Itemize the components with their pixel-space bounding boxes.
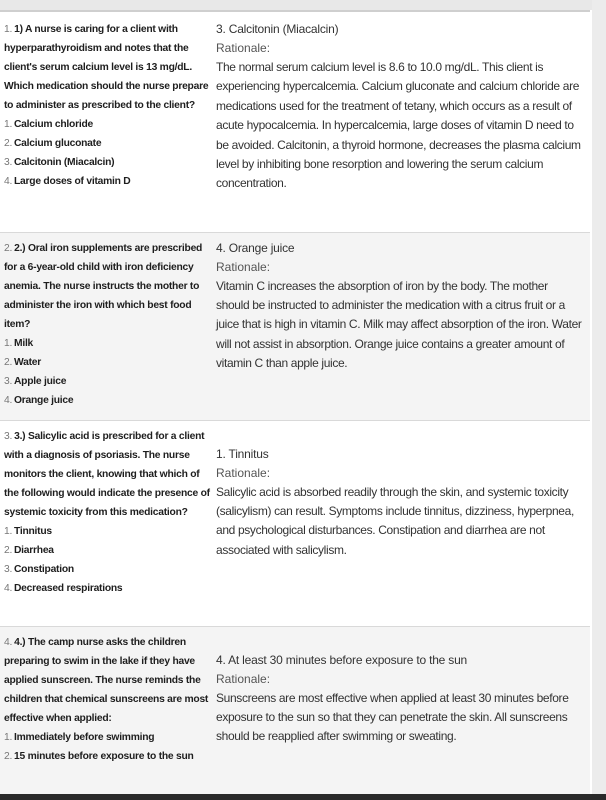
answer-text: 4. At least 30 minutes before exposure to the sun bbox=[216, 652, 468, 667]
option-text: Decreased respirations bbox=[14, 582, 123, 594]
option-item bbox=[4, 747, 210, 766]
option-text: Diarrhea bbox=[14, 544, 54, 556]
option-list bbox=[4, 115, 210, 191]
answer-cell bbox=[210, 626, 590, 796]
option-item bbox=[4, 115, 210, 134]
answer-cell bbox=[210, 14, 590, 232]
option-number: 3. bbox=[4, 157, 13, 168]
question-stem: 3.) Salicylic acid is prescribed for a client with a diagnosis of psoriasis. The nurse monitors the client, knowing that which of the following would indicate the presence of systemic toxicity from this medication? bbox=[4, 430, 210, 518]
page-right-margin bbox=[592, 0, 606, 800]
answer-text: 3. Calcitonin (Miacalcin) bbox=[216, 22, 339, 36]
option-item bbox=[4, 541, 210, 560]
option-number: 3. bbox=[4, 563, 13, 575]
question-stem: 1) A nurse is caring for a client with hyperparathyroidism and notes that the client's serum calcium level is 13 mg/dL. Which medication should the nurse prepare to administer as prescribed to the client? bbox=[4, 24, 209, 111]
option-list bbox=[4, 522, 210, 598]
option-number: 1. bbox=[4, 525, 13, 537]
question-number: 3. bbox=[4, 430, 13, 442]
rationale-label: Rationale: bbox=[216, 41, 271, 55]
question-cell bbox=[0, 14, 210, 232]
page-top-rule bbox=[0, 10, 590, 12]
option-text: Calcitonin (Miacalcin) bbox=[14, 157, 115, 168]
option-number: 1. bbox=[4, 337, 13, 349]
question-text bbox=[4, 239, 210, 334]
question-number: 4. bbox=[4, 636, 13, 648]
option-item bbox=[4, 391, 210, 410]
option-text: Large doses of vitamin D bbox=[14, 176, 131, 187]
qa-row-2 bbox=[0, 232, 590, 420]
rationale-text: Vitamin C increases the absorption of iron by the body. The mother should be instructed to administer the medication with a citrus fruit or a juice that is high in vitamin C. Milk may affect absorption of the iron. Water will not assist in absorption. Orange juice contains a greater amount of vitamin C than apple juice. bbox=[216, 278, 582, 371]
option-text: Immediately before swimming bbox=[14, 731, 155, 743]
option-text: Calcium chloride bbox=[14, 119, 93, 130]
rationale-label: Rationale: bbox=[216, 259, 271, 274]
page-bottom-rule bbox=[0, 794, 606, 800]
question-stem: 2.) Oral iron supplements are prescribed for a 6-year-old child with iron deficiency anemia. The nurse instructs the mother to administer the iron with which best food item? bbox=[4, 242, 203, 330]
option-item bbox=[4, 134, 210, 153]
option-number: 4. bbox=[4, 582, 13, 594]
question-text bbox=[4, 427, 210, 522]
option-text: Apple juice bbox=[14, 375, 67, 387]
question-cell bbox=[0, 420, 210, 626]
answer-cell bbox=[210, 232, 590, 420]
option-text: Tinnitus bbox=[14, 525, 52, 537]
question-text bbox=[4, 20, 210, 115]
option-text: Constipation bbox=[14, 563, 74, 575]
option-item bbox=[4, 334, 210, 353]
question-text bbox=[4, 633, 210, 728]
option-number: 1. bbox=[4, 731, 13, 743]
option-item bbox=[4, 728, 210, 747]
option-number: 2. bbox=[4, 138, 13, 149]
question-cell bbox=[0, 626, 210, 796]
option-text: Milk bbox=[14, 337, 34, 349]
option-item bbox=[4, 372, 210, 391]
rationale-text: Sunscreens are most effective when applied at least 30 minutes before exposure to the sun so that they can penetrate the skin. All sunscreens should be reapplied after swimming or sweating. bbox=[216, 690, 569, 744]
question-number: 2. bbox=[4, 242, 13, 254]
qa-row-3 bbox=[0, 420, 590, 626]
question-stem: 4.) The camp nurse asks the children preparing to swim in the lake if they have applied sunscreen. The nurse reminds the children that chemical sunscreens are most effective when applied: bbox=[4, 636, 209, 724]
rationale-label: Rationale: bbox=[216, 671, 271, 686]
question-cell bbox=[0, 232, 210, 420]
option-item bbox=[4, 560, 210, 579]
qa-row-1 bbox=[0, 14, 590, 232]
option-number: 1. bbox=[4, 119, 13, 130]
rationale-label: Rationale: bbox=[216, 465, 271, 480]
option-list bbox=[4, 728, 210, 766]
option-item bbox=[4, 579, 210, 598]
option-number: 2. bbox=[4, 356, 13, 368]
question-answer-table bbox=[0, 14, 590, 797]
qa-row-4 bbox=[0, 626, 590, 796]
option-item bbox=[4, 522, 210, 541]
rationale-text: Salicylic acid is absorbed readily through the skin, and systemic toxicity (salicylism) can result. Symptoms include tinnitus, dizziness, hyperpnea, and psychological disturbances. Constipation and diarrhea are not associated with salicylism. bbox=[216, 484, 574, 557]
option-list bbox=[4, 334, 210, 410]
answer-cell bbox=[210, 420, 590, 626]
option-item bbox=[4, 353, 210, 372]
option-item bbox=[4, 153, 210, 172]
option-number: 3. bbox=[4, 375, 13, 387]
option-number: 4. bbox=[4, 394, 13, 406]
question-number: 1. bbox=[4, 24, 13, 35]
page-top-bar bbox=[0, 0, 606, 10]
answer-text: 4. Orange juice bbox=[216, 240, 295, 255]
option-text: Orange juice bbox=[14, 394, 74, 406]
option-text: 15 minutes before exposure to the sun bbox=[14, 750, 194, 762]
rationale-text: The normal serum calcium level is 8.6 to 10.0 mg/dL. This client is experiencing hypercalcemia. Calcium gluconate and calcium chloride are medications used for the treatment of tetany, which occurs as a result of acute hypocalcemia. In hypercalcemia, large doses of vitamin D need to be avoided. Calcitonin, a thyroid hormone, decreases the plasma calcium level by inhibiting bone resorption and lowering the serum calcium concentration. bbox=[216, 60, 581, 191]
option-number: 2. bbox=[4, 544, 13, 556]
option-text: Water bbox=[14, 356, 41, 368]
answer-text: 1. Tinnitus bbox=[216, 446, 269, 461]
option-number: 2. bbox=[4, 750, 13, 762]
option-number: 4. bbox=[4, 176, 13, 187]
option-text: Calcium gluconate bbox=[14, 138, 102, 149]
option-item bbox=[4, 172, 210, 191]
